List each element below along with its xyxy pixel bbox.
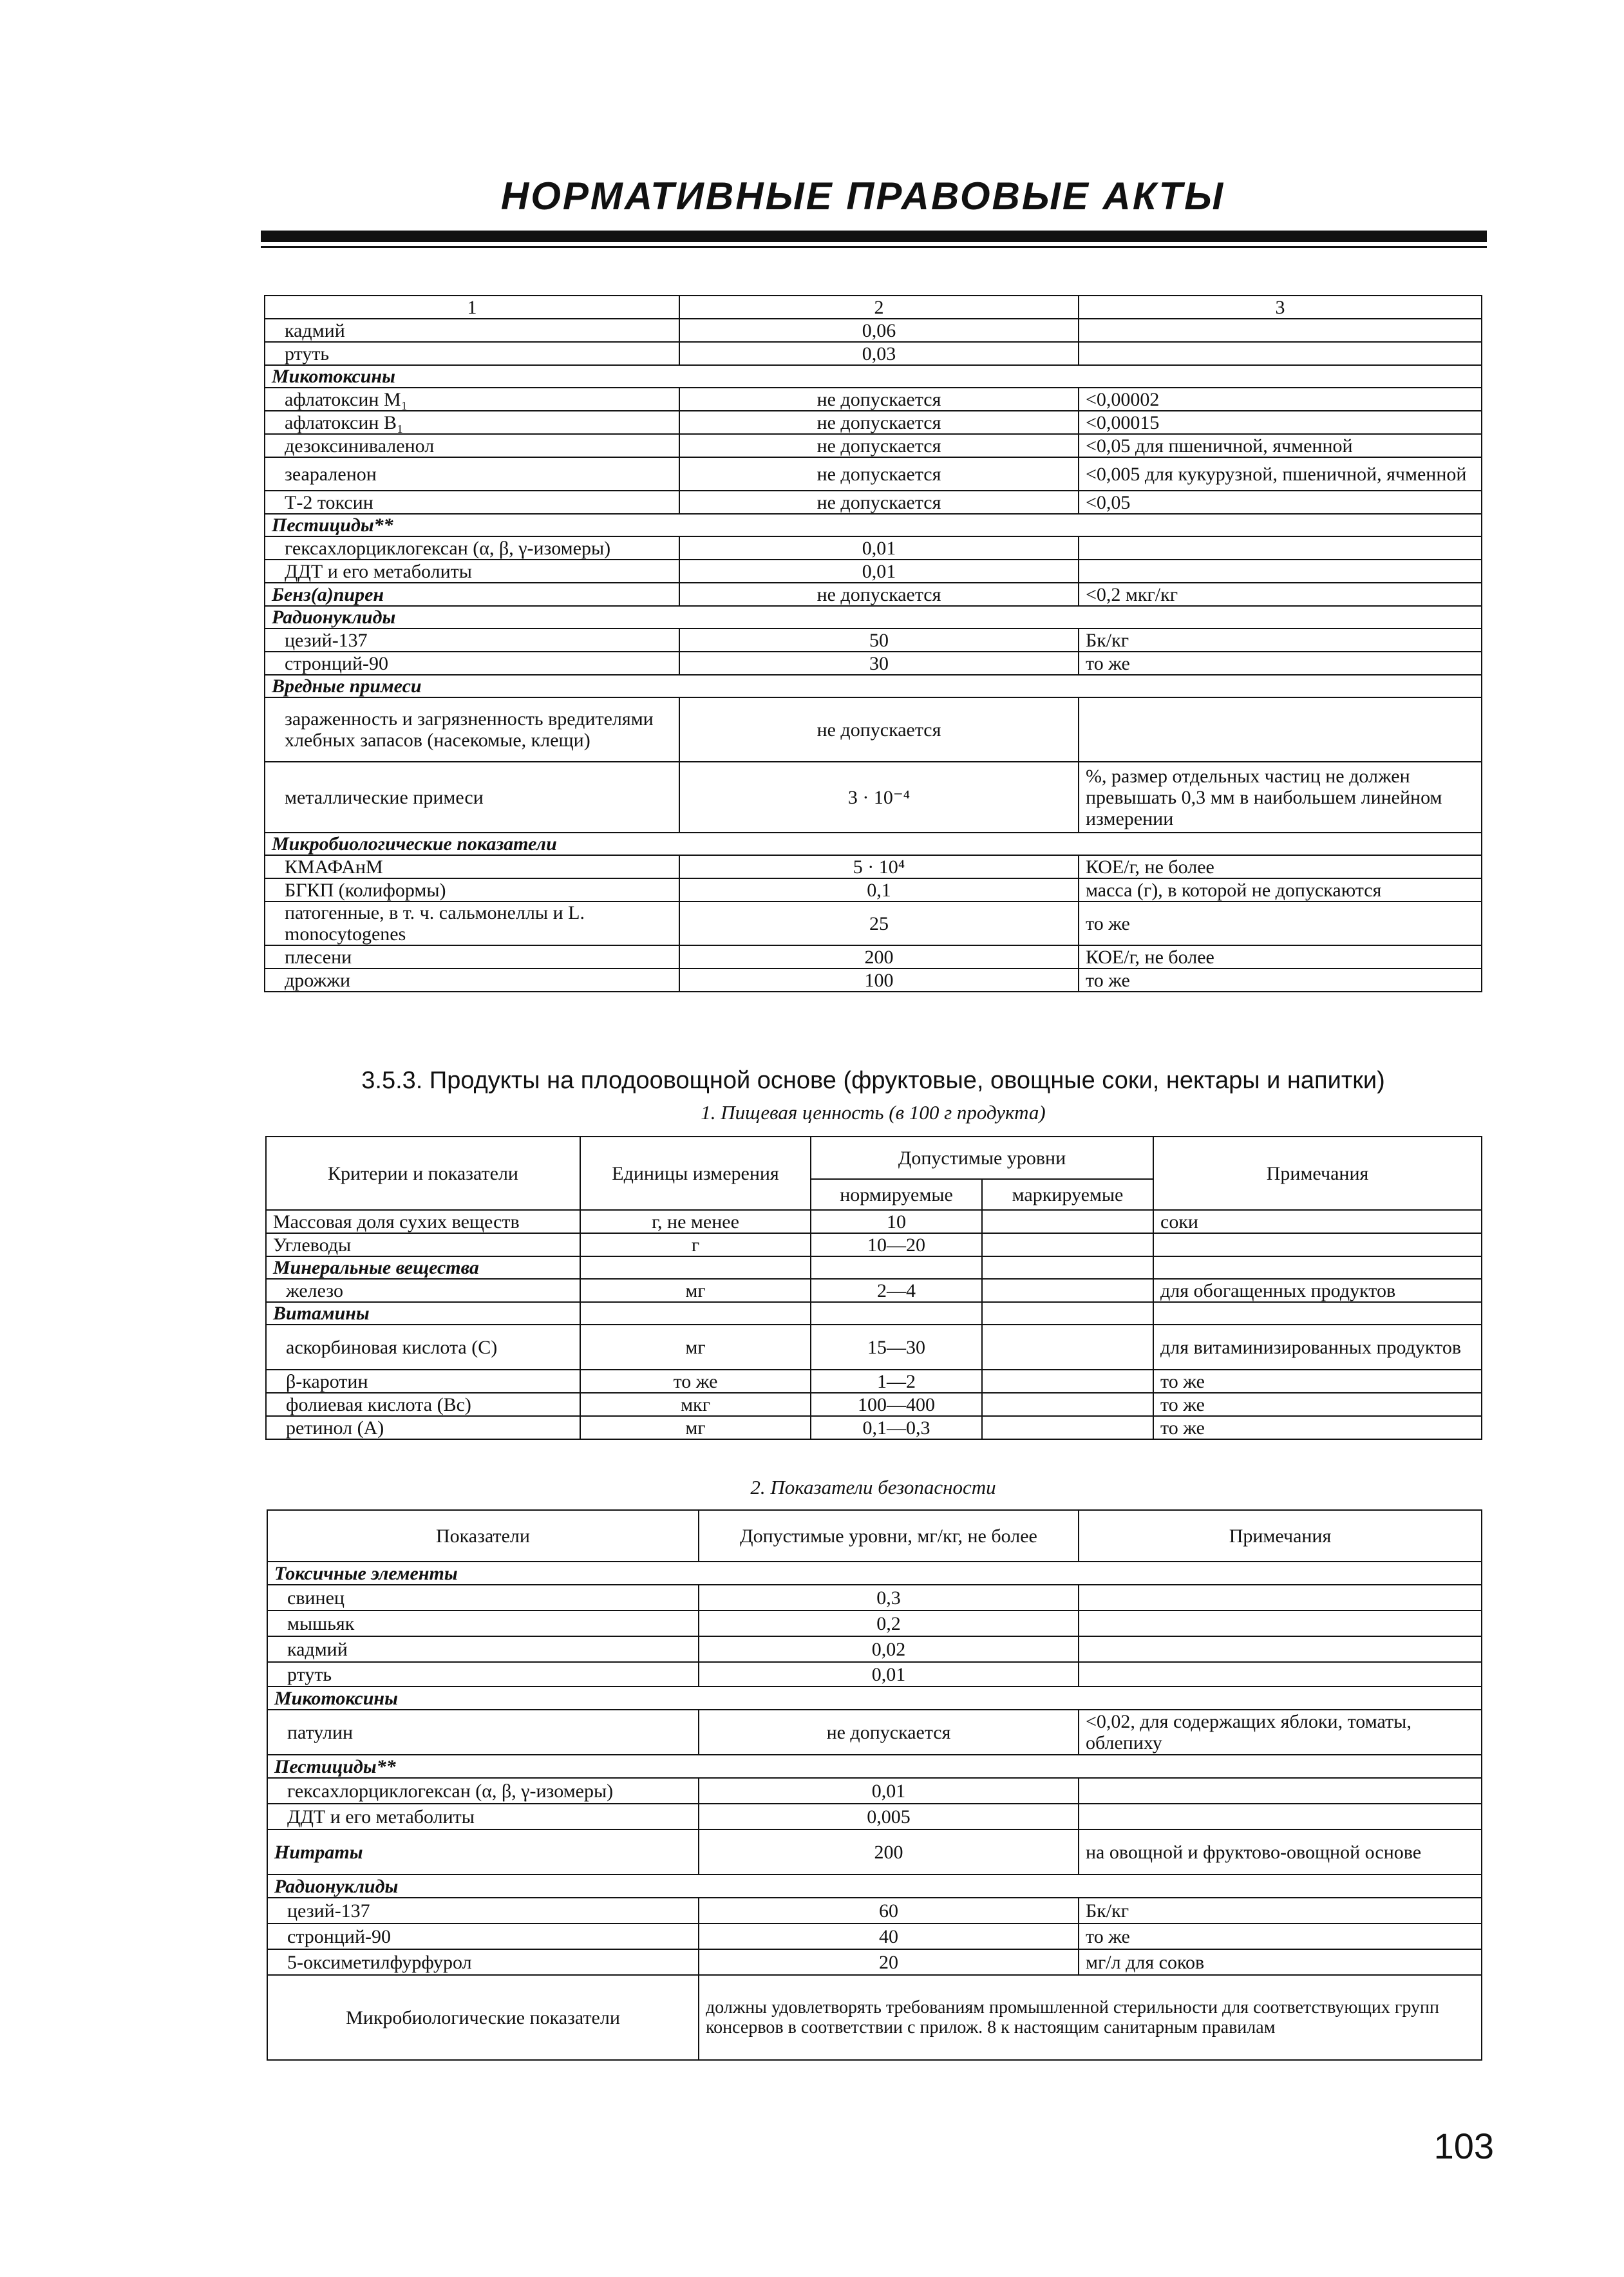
criterion-note: для витаминизированных продуктов [1153,1325,1482,1370]
indicator-value: 0,06 [679,319,1079,342]
section-row [266,1256,1482,1279]
indicator-note: <0,02, для содержащих яблоки, томаты, облепиху [1079,1710,1482,1755]
indicator-name: Микробиологические показатели [267,1975,699,2060]
section-title: Микробиологические показатели [265,833,1482,855]
page-header-title: НОРМАТИВНЫЕ ПРАВОВЫЕ АКТЫ [500,175,1225,218]
criterion-name: железо [266,1279,580,1302]
section-title: Минеральные вещества [266,1256,580,1279]
criterion-unit: то же [580,1370,811,1393]
criterion-unit: мг [580,1325,811,1370]
indicator-note: то же [1079,652,1482,675]
table-row [267,1636,1482,1662]
table-row [267,1804,1482,1829]
indicator-name: дезоксиниваленол [265,434,679,457]
criterion-name: Углеводы [266,1233,580,1256]
indicator-note: Бк/кг [1079,1898,1482,1923]
requirement-text: должны удовлетворять требованиям промышленной стерильности для соответствующих групп консервов в соответствии с прилож. 8 к настоящим санитарным правилам [699,1975,1482,2060]
indicator-name: КМАФАнМ [265,855,679,878]
empty-cell [1153,1256,1482,1279]
criterion-note: соки [1153,1210,1482,1233]
table-caption-nutrition: 1. Пищевая ценность (в 100 г продукта) [701,1101,1046,1124]
indicator-name: 5-оксиметилфурфурол [267,1949,699,1975]
indicator-note [1079,1662,1482,1686]
table-row [265,652,1482,675]
criterion-name: β-каротин [266,1370,580,1393]
indicator-value: не допускается [699,1710,1079,1755]
criterion-note [1153,1233,1482,1256]
indicator-value: 0,01 [699,1662,1079,1686]
indicator-name: мышьяк [267,1611,699,1636]
indicator-name: кадмий [265,319,679,342]
table-row [267,1923,1482,1949]
criterion-name: аскорбиновая кислота (С) [266,1325,580,1370]
section-row [267,1562,1482,1585]
section-title: Радионуклиды [265,606,1482,628]
criterion-name: ретинол (А) [266,1416,580,1439]
indicator-note: КОЕ/г, не более [1079,945,1482,968]
indicator-name: стронций-90 [265,652,679,675]
section-title: Токсичные элементы [267,1562,1482,1585]
indicator-name: металлические примеси [265,762,679,833]
indicator-value: 0,3 [699,1585,1079,1611]
indicator-name: ДДТ и его метаболиты [265,560,679,583]
table-row [267,1949,1482,1975]
criterion-unit: г, не менее [580,1210,811,1233]
page-number: 103 [1433,2126,1494,2166]
section-title: Вредные примеси [265,675,1482,697]
criterion-name: Массовая доля сухих веществ [266,1210,580,1233]
indicator-note: то же [1079,1923,1482,1949]
section-row [266,1302,1482,1325]
section-row [265,365,1482,388]
table-row [267,1898,1482,1923]
table-row [265,342,1482,365]
criterion-normalized-level: 15—30 [811,1325,982,1370]
section-row [267,1755,1482,1778]
table-row [266,1210,1482,1233]
indicator-name: ртуть [267,1662,699,1686]
indicator-note [1079,1611,1482,1636]
indicator-value: не допускается [679,434,1079,457]
criterion-unit: мг [580,1279,811,1302]
header-units: Единицы измерения [580,1137,811,1210]
indicator-note: <0,2 мкг/кг [1079,583,1482,606]
indicator-value: 0,01 [699,1778,1079,1804]
table-row [265,536,1482,560]
indicator-note: мг/л для соков [1079,1949,1482,1975]
indicator-name: плесени [265,945,679,968]
empty-cell [580,1256,811,1279]
criterion-labeled-level [982,1370,1153,1393]
header-indicators: Показатели [267,1510,699,1562]
table-row [267,1710,1482,1755]
table-row [265,628,1482,652]
table-body [266,1210,1482,1439]
indicator-note: <0,05 [1079,491,1482,514]
indicator-value: не допускается [679,411,1079,434]
criterion-labeled-level [982,1233,1153,1256]
criterion-labeled-level [982,1393,1153,1416]
indicator-note: то же [1079,968,1482,992]
header-labeled: маркируемые [982,1179,1153,1210]
indicator-name: патулин [267,1710,699,1755]
section-title: Витамины [266,1302,580,1325]
criterion-unit: г [580,1233,811,1256]
table-row [266,1370,1482,1393]
indicator-value: 60 [699,1898,1079,1923]
indicator-name: афлатоксин B₁ [265,411,679,434]
table-body [265,319,1482,992]
indicator-name: БГКП (колиформы) [265,878,679,902]
table-row [265,762,1482,833]
indicator-value: 30 [679,652,1079,675]
indicator-note [1079,1778,1482,1804]
table-row [265,491,1482,514]
empty-cell [580,1302,811,1325]
table-row [265,457,1482,491]
criterion-note: то же [1153,1393,1482,1416]
table-row [265,945,1482,968]
section-row [267,1875,1482,1898]
indicator-note: то же [1079,902,1482,945]
table-row [267,1829,1482,1875]
column-header-2: 2 [679,296,1079,319]
section-title: Пестициды** [265,514,1482,536]
table-row [267,1975,1482,2060]
criterion-name: фолиевая кислота (Bc) [266,1393,580,1416]
indicator-name: Нитраты [267,1829,699,1875]
indicator-name: Т-2 токсин [265,491,679,514]
indicator-name: зараженность и загрязненность вредителями хлебных запасов (насекомые, клещи) [265,697,679,762]
header-criteria: Критерии и показатели [266,1137,580,1210]
criterion-normalized-level: 100—400 [811,1393,982,1416]
indicator-name: дрожжи [265,968,679,992]
table-row [265,902,1482,945]
indicator-name: ДДТ и его метаболиты [267,1804,699,1829]
indicator-value: 0,01 [679,560,1079,583]
criterion-note: для обогащенных продуктов [1153,1279,1482,1302]
indicator-note: <0,05 для пшеничной, ячменной [1079,434,1482,457]
indicator-note: на овощной и фруктово-овощной основе [1079,1829,1482,1875]
table-row [265,434,1482,457]
indicator-value: 20 [699,1949,1079,1975]
criterion-labeled-level [982,1325,1153,1370]
indicator-value: 50 [679,628,1079,652]
criterion-normalized-level: 1—2 [811,1370,982,1393]
criterion-normalized-level: 10 [811,1210,982,1233]
empty-cell [982,1256,1153,1279]
indicator-value: не допускается [679,388,1079,411]
criterion-note: то же [1153,1416,1482,1439]
table-row [267,1778,1482,1804]
indicator-note: Бк/кг [1079,628,1482,652]
indicator-name: ртуть [265,342,679,365]
header-notes: Примечания [1153,1137,1482,1210]
header-levels: Допустимые уровни [811,1137,1153,1179]
table-row [265,411,1482,434]
indicator-note: %, размер отдельных частиц не должен превышать 0,3 мм в наибольшем линейном измерении [1079,762,1482,833]
header-normalized: нормируемые [811,1179,982,1210]
nutrition-table [265,1136,1482,1440]
table-row [266,1325,1482,1370]
table-row [265,319,1482,342]
indicator-name: Бенз(а)пирен [265,583,679,606]
indicator-note [1079,536,1482,560]
indicator-note: <0,00002 [1079,388,1482,411]
indicator-note [1079,342,1482,365]
section-row [265,833,1482,855]
column-header-3: 3 [1079,296,1482,319]
empty-cell [982,1302,1153,1325]
table-body [267,1562,1482,2060]
column-header-1: 1 [265,296,679,319]
indicator-value: 0,2 [699,1611,1079,1636]
indicator-name: цезий-137 [265,628,679,652]
indicator-note [1079,1636,1482,1662]
indicator-value: не допускается [679,491,1079,514]
section-row [267,1686,1482,1710]
header-rule-thin [261,246,1487,248]
section-title: Микотоксины [267,1686,1482,1710]
empty-cell [1153,1302,1482,1325]
section-title: Пестициды** [267,1755,1482,1778]
section-heading: 3.5.3. Продукты на плодоовощной основе (фруктовые, овощные соки, нектары и напитки) [361,1067,1385,1094]
section-row [265,675,1482,697]
criterion-unit: мг [580,1416,811,1439]
indicator-name: зеараленон [265,457,679,491]
indicator-note: КОЕ/г, не более [1079,855,1482,878]
indicator-note: <0,005 для кукурузной, пшеничной, ячменной [1079,457,1482,491]
header-notes: Примечания [1079,1510,1482,1562]
section-title: Радионуклиды [267,1875,1482,1898]
indicator-value: 5 · 10⁴ [679,855,1079,878]
indicator-value: не допускается [679,697,1079,762]
indicator-value: 0,02 [699,1636,1079,1662]
indicator-name: гексахлорциклогексан (α, β, γ-изомеры) [267,1778,699,1804]
indicator-name: цезий-137 [267,1898,699,1923]
table-row [266,1279,1482,1302]
criterion-labeled-level [982,1416,1153,1439]
indicator-value: 200 [679,945,1079,968]
table-row [265,878,1482,902]
indicator-note [1079,1804,1482,1829]
indicator-name: гексахлорциклогексан (α, β, γ-изомеры) [265,536,679,560]
table-row [267,1585,1482,1611]
indicator-value: 0,005 [699,1804,1079,1829]
criterion-normalized-level: 0,1—0,3 [811,1416,982,1439]
indicator-value: 100 [679,968,1079,992]
table-row [267,1662,1482,1686]
indicator-name: патогенные, в т. ч. сальмонеллы и L. monocytogenes [265,902,679,945]
table-row [265,855,1482,878]
indicator-note [1079,560,1482,583]
empty-cell [811,1302,982,1325]
criterion-labeled-level [982,1210,1153,1233]
table-caption-safety: 2. Показатели безопасности [750,1476,996,1498]
table-row [265,560,1482,583]
juice-safety-table [267,1509,1482,2061]
indicator-name: свинец [267,1585,699,1611]
table-row [266,1233,1482,1256]
criterion-normalized-level: 10—20 [811,1233,982,1256]
indicator-value: 0,1 [679,878,1079,902]
table-row [267,1611,1482,1636]
indicator-value: 3 · 10⁻⁴ [679,762,1079,833]
indicator-note [1079,697,1482,762]
indicator-value: 0,03 [679,342,1079,365]
indicator-name: афлатоксин M₁ [265,388,679,411]
indicator-note: масса (г), в которой не допускаются [1079,878,1482,902]
indicator-value: не допускается [679,457,1079,491]
table-row [265,388,1482,411]
indicator-value: 200 [699,1829,1079,1875]
section-row [265,514,1482,536]
table-row [265,697,1482,762]
indicator-value: 40 [699,1923,1079,1949]
table-row [265,968,1482,992]
criterion-unit: мкг [580,1393,811,1416]
header-rule [261,231,1487,242]
indicator-name: кадмий [267,1636,699,1662]
table-row [265,583,1482,606]
empty-cell [811,1256,982,1279]
table-row [266,1416,1482,1439]
indicator-note: <0,00015 [1079,411,1482,434]
indicator-value: 0,01 [679,536,1079,560]
grain-safety-table [264,295,1482,992]
criterion-normalized-level: 2—4 [811,1279,982,1302]
indicator-note [1079,319,1482,342]
header-levels: Допустимые уровни, мг/кг, не более [699,1510,1079,1562]
criterion-labeled-level [982,1279,1153,1302]
indicator-value: 25 [679,902,1079,945]
indicator-note [1079,1585,1482,1611]
criterion-note: то же [1153,1370,1482,1393]
table-row [266,1393,1482,1416]
section-title: Микотоксины [265,365,1482,388]
indicator-value: не допускается [679,583,1079,606]
section-row [265,606,1482,628]
indicator-name: стронций-90 [267,1923,699,1949]
